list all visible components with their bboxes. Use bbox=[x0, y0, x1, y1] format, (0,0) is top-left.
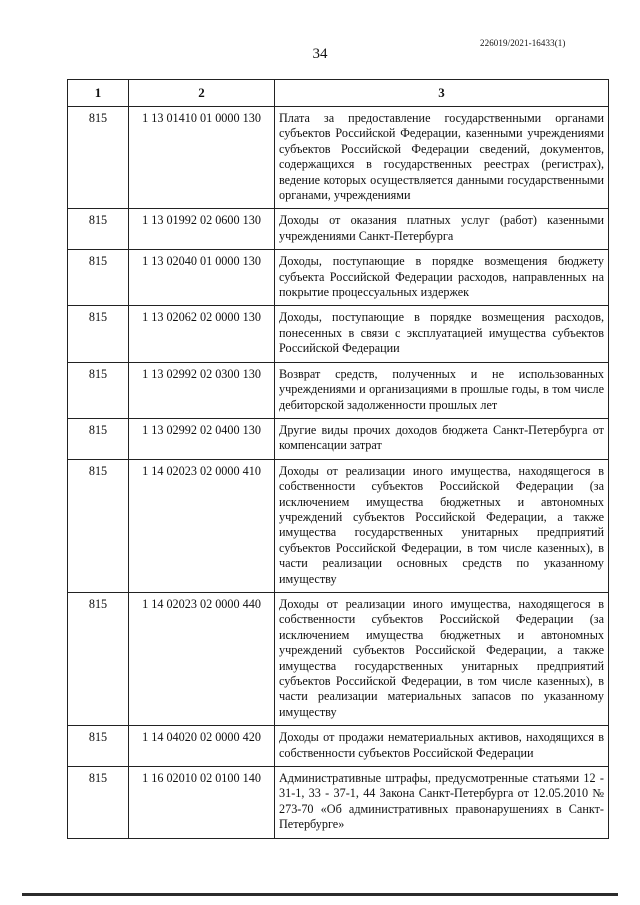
budget-code-cell: 1 13 01410 01 0000 130 bbox=[129, 107, 275, 209]
table-row bbox=[68, 362, 609, 418]
budget-code-cell: 1 14 02023 02 0000 410 bbox=[129, 459, 275, 592]
table-row bbox=[68, 767, 609, 839]
budget-code-cell: 1 14 04020 02 0000 420 bbox=[129, 726, 275, 767]
revenue-name-cell: Возврат средств, полученных и не использованных учреждениями и организациями в прошлые годы, в том числе дебиторской задолженности прошлых лет bbox=[275, 362, 609, 418]
document-id: 226019/2021-16433(1) bbox=[480, 38, 566, 48]
budget-code-cell: 1 16 02010 02 0100 140 bbox=[129, 767, 275, 839]
table-row bbox=[68, 209, 609, 250]
table-body bbox=[68, 107, 609, 839]
revenue-name-cell: Доходы от реализации иного имущества, находящегося в собственности субъектов Российской Федерации (за исключением имущества бюджетных и автономных учреждений субъектов Российской Федерации, а также имущества государственных унитарных предприятий субъектов Российской Федерации, в том числе казенных), в части реализации материальных запасов по указанному имуществу bbox=[275, 592, 609, 725]
table-row bbox=[68, 306, 609, 362]
budget-code-cell: 1 13 02992 02 0400 130 bbox=[129, 418, 275, 459]
admin-code-cell: 815 bbox=[68, 767, 129, 839]
column-header-3: 3 bbox=[275, 80, 609, 107]
admin-code-cell: 815 bbox=[68, 250, 129, 306]
footer-divider bbox=[22, 893, 618, 896]
budget-code-cell: 1 13 01992 02 0600 130 bbox=[129, 209, 275, 250]
revenue-name-cell: Доходы, поступающие в порядке возмещения бюджету субъекта Российской Федерации расходов, направленных на покрытие процессуальных издержек bbox=[275, 250, 609, 306]
revenue-name-cell: Административные штрафы, предусмотренные статьями 12 - 31-1, 33 - 37-1, 44 Закона Санкт-Петербурга от 12.05.2010 № 273-70 «Об административных правонарушениях в Санкт-Петербурге» bbox=[275, 767, 609, 839]
table-header-row bbox=[68, 80, 609, 107]
budget-code-cell: 1 13 02040 01 0000 130 bbox=[129, 250, 275, 306]
revenue-name-cell: Доходы от оказания платных услуг (работ) казенными учреждениями Санкт-Петербурга bbox=[275, 209, 609, 250]
budget-code-cell: 1 14 02023 02 0000 440 bbox=[129, 592, 275, 725]
admin-code-cell: 815 bbox=[68, 418, 129, 459]
admin-code-cell: 815 bbox=[68, 592, 129, 725]
budget-revenue-table bbox=[67, 79, 609, 839]
revenue-name-cell: Плата за предоставление государственными органами субъектов Российской Федерации, казенными учреждениями субъектов Российской Федерации сведений, документов, содержащихся в государственных реестрах (регистрах), ведение которых осуществляется данными государственными органами, учреждениями bbox=[275, 107, 609, 209]
budget-code-cell: 1 13 02062 02 0000 130 bbox=[129, 306, 275, 362]
revenue-name-cell: Доходы от реализации иного имущества, находящегося в собственности субъектов Российской Федерации (за исключением имущества бюджетных и автономных учреждений субъектов Российской Федерации, а также имущества государственных унитарных предприятий субъектов Российской Федерации, в том числе казенных), в части реализации основных средств по указанному имуществу bbox=[275, 459, 609, 592]
admin-code-cell: 815 bbox=[68, 459, 129, 592]
column-header-1: 1 bbox=[68, 80, 129, 107]
revenue-name-cell: Доходы, поступающие в порядке возмещения расходов, понесенных в связи с эксплуатацией имущества субъектов Российской Федерации bbox=[275, 306, 609, 362]
admin-code-cell: 815 bbox=[68, 209, 129, 250]
budget-code-cell: 1 13 02992 02 0300 130 bbox=[129, 362, 275, 418]
admin-code-cell: 815 bbox=[68, 726, 129, 767]
table-row bbox=[68, 592, 609, 725]
table-row bbox=[68, 726, 609, 767]
table-row bbox=[68, 107, 609, 209]
admin-code-cell: 815 bbox=[68, 362, 129, 418]
table-row bbox=[68, 459, 609, 592]
table-row bbox=[68, 250, 609, 306]
admin-code-cell: 815 bbox=[68, 306, 129, 362]
revenue-name-cell: Доходы от продажи нематериальных активов, находящихся в собственности субъектов Российской Федерации bbox=[275, 726, 609, 767]
table-row bbox=[68, 418, 609, 459]
revenue-name-cell: Другие виды прочих доходов бюджета Санкт-Петербурга от компенсации затрат bbox=[275, 418, 609, 459]
page-number: 34 bbox=[312, 46, 328, 62]
column-header-2: 2 bbox=[129, 80, 275, 107]
admin-code-cell: 815 bbox=[68, 107, 129, 209]
